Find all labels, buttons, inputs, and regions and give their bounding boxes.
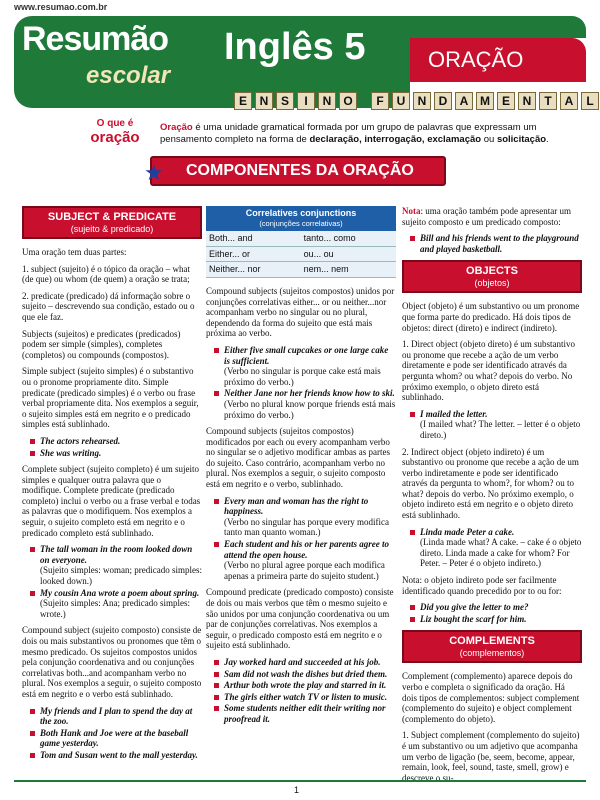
example-list [410,527,582,569]
correlatives-table [206,206,396,278]
example: She was writing. [30,448,202,459]
example-list [410,602,582,624]
example [410,409,582,441]
example-list [30,436,202,458]
site-url: www.resumao.com.br [14,2,108,12]
intro-part: é uma unidade gramatical formada por um grupo de palavras que expressam um pensamento completo na forma de [160,122,537,145]
intro-bold: declaração, interrogação, exclamação [309,134,482,145]
paragraph: 1. subject (sujeito) é o tópico da oração – what (de que) ou whom (de quem) a oração se trata; [22,263,190,285]
section-subtitle: (objetos) [474,278,510,289]
brand-logo [14,16,204,108]
paragraph: Complement (complemento) aparece depois do verbo e completa o significado da oração. Há dois tipos de complementos: subject complement (complemento do sujeito) e object complement (complemento do objeto). [402,671,580,724]
table-row [206,231,396,246]
example [30,544,202,586]
example: The girls either watch TV or listen to music. [214,692,396,703]
level-tile: N [255,92,273,110]
example [30,588,202,620]
paragraph: Compound subjects (sujeitos compostos) modificados por each ou every acompanham verbo no singular se o adjetivo modificar ambas as partes do sujeito. Caso contrário, acompanham verbo no plural. Nos exemplos a seguir, o sujeito composto está em negrito e o verbo, sublinhado. [206,426,390,490]
level-tile: E [497,92,515,110]
level-tile: D [434,92,452,110]
example-note: (Verbo no singular is porque cake está mais próximo do verbo.) [224,366,381,387]
section-title: COMPLEMENTS [449,635,535,648]
example: Did you give the letter to me? [410,602,582,613]
paragraph: Compound subject (sujeito composto) consiste de dois ou mais substantivos ou pronomes que têm o mesmo predicado. Os sujeitos compostos unidos pela conjunção coordenativa and ou conjunções correlativas both...and acompanham verbo no plural. Nos exemplos a seguir, o sujeito composto está em negrito e o verbo está sublinhado. [22,625,202,699]
table-row [206,262,396,278]
column-compound [206,206,396,776]
example-note: (I mailed what? The letter. – letter é o objeto direto.) [420,419,581,440]
page-number: 1 [294,785,300,795]
table-cell: Neither... nor [206,262,301,278]
example: Both Hank and Joe were at the baseball game yesterday. [30,728,202,749]
example-list [30,706,202,761]
example [214,345,396,387]
footer-rule [14,780,586,782]
paragraph: Object (objeto) é um substantivo ou um pronome que forma parte do predicado. Há dois tipos de objetos: direct (direto) e indirect (indireto). [402,301,580,333]
example-text: Linda made Peter a cake. [420,526,515,537]
example-note: (Sujeito simples: woman; predicado simples: looked down.) [40,565,202,587]
example: My friends and I plan to spend the day at the zoo. [30,706,202,727]
intro-end: . [546,134,549,145]
example-list [214,345,396,420]
table-cell: ou... ou [301,246,396,262]
components-banner [144,156,446,186]
table-subtitle: (conjunções correlativas) [259,218,343,228]
note-text: : uma oração também pode apresentar um sujeito composto e um predicado composto: [402,206,571,227]
level-tile: I [297,92,315,110]
example-note: (Linda made what? A cake. – cake é o objeto direto. Linda made a cake for whom? For Peter. – Peter é o objeto indireto.) [420,537,582,569]
level-tile: U [392,92,410,110]
paragraph: 1. Direct object (objeto direto) é um substantivo ou pronome que recebe a ação de um verbo diretamente e pode ser identificado através da pergunta whom? ou what? depois do verbo. No próximo exemplo, o objeto direto está sublinhado. [402,339,575,403]
level-tile: T [539,92,557,110]
example [214,539,396,581]
level-tile: A [560,92,578,110]
example [410,527,582,569]
column-objects-complements [402,206,582,783]
level-tile: S [276,92,294,110]
table-cell: tanto... como [301,231,396,246]
components-title: COMPONENTES DA ORAÇÃO [186,162,414,179]
example [214,388,396,420]
table-title: Correlatives conjunctions [245,208,357,218]
example-text: Each student and his or her parents agree to attend the open house. [224,539,390,560]
section-title: OBJECTS [466,265,518,278]
level-tile: N [413,92,431,110]
example: The actors rehearsed. [30,436,202,447]
example-note: (Verbo no plural know porque friends está mais próximo do verbo.) [224,398,396,420]
paragraph: 2. predicate (predicado) dá informação sobre o sujeito – descrevendo sua condição, estado ou o que ele faz. [22,290,195,322]
example-note: (Sujeito simples: Ana; predicado simples: wrote.) [40,598,190,619]
example-text: My cousin Ana wrote a poem about spring. [40,587,200,598]
column-subject-predicate [22,206,202,776]
topic-panel [410,38,586,82]
topic-title: ORAÇÃO [428,47,524,72]
paragraph: Compound subjects (sujeitos compostos) unidos por conjunções correlativas either... or ou neither...nor acompanham verbo no singular ou no plural, dependendo da forma do sujeito que está mais próxima ao verbo. [206,285,395,339]
level-tiles [234,92,599,110]
topic-strip [410,16,586,38]
level-tile: M [476,92,494,110]
example-text: Either five small cupcakes or one large cake is sufficient. [224,344,389,366]
example [214,496,396,538]
what-is-label [80,118,150,146]
paragraph: Nota: o objeto indireto pode ser facilmente identificado quando precedido por to ou for: [402,575,562,596]
example: Liz bought the scarf for him. [410,614,582,625]
level-tile: N [518,92,536,110]
what-is-q2: oração [90,129,140,146]
example: Bill and his friends went to the playground and played basketball. [410,233,582,254]
paragraph: Simple subject (sujeito simples) é o substantivo ou o pronome propriamente dito. Simple predicate (predicado simples) é o verbo ou frase verbal propriamente dita. Nos exemplos a seguir, o sujeito simples está em negrito e o predicado simples está sublinhado. [22,366,199,430]
example: Sam did not wash the dishes but dried them. [214,669,396,680]
section-subtitle: (sujeito & predicado) [70,224,154,234]
example-list [214,496,396,582]
subject-title: Inglês 5 [224,26,366,68]
brand-main: Resumão [22,20,169,58]
intro-text [160,122,560,146]
section-subtitle: (complementos) [459,648,525,659]
level-tile: E [234,92,252,110]
paragraph: 2. Indirect object (objeto indireto) é um substantivo ou pronome que recebe a ação de um verbo indiretamente e pode ser identificado através da pergunta to whom?, for whom? ou to what? depois do verbo. No próximo exemplo, o objeto indireto está em negrito e o objeto direto está sublinhado. [402,446,579,521]
paragraph: Uma oração tem duas partes: [22,247,127,257]
paragraph: Subjects (sujeitos) e predicates (predicados) podem ser simple (simples), completes (completos) ou compounds (compostos). [22,328,181,360]
intro-term: Oração [160,122,193,133]
table-cell: nem... nem [301,262,396,278]
level-tile: N [318,92,336,110]
example-list [214,657,396,725]
intro-bold2: solicitação [496,134,547,145]
level-gap [360,92,368,110]
example: Tom and Susan went to the mall yesterday. [30,750,202,761]
section-title: SUBJECT & PREDICATE [47,211,177,223]
example-list [30,544,202,619]
table-header [206,206,396,231]
example-note: (Verbo no singular has porque every modifica tanto man quanto woman.) [224,516,389,538]
note [402,206,582,227]
example: Jay worked hard and succeeded at his job. [214,657,396,668]
example-list [410,409,582,441]
example-list [410,233,582,254]
note-label: Nota [402,206,421,216]
what-is-q1: O que é [96,118,134,129]
paragraph: Complete subject (sujeito completo) é um sujeito simples e qualquer outra palavra que o modifique. Complete predicate (predicado completo) inclui o verbo ou a frase verbal e todas as palavras que o modifiquem. Nos exemplos a seguir, o sujeito completo está em negrito e o predicado completo está sublinhado. [22,464,201,538]
intro-part2: ou [481,134,497,145]
star-icon: ★ [144,160,164,185]
section-objects [402,260,582,293]
example-text: The tall woman in the room looked down on everyone. [40,544,193,565]
section-subject-predicate [22,206,202,239]
level-tile: F [371,92,389,110]
example: Some students neither edit their writing nor proofread it. [214,703,396,724]
brand-sub: escolar [86,62,171,89]
example-note: (Verbo no plural agree porque each modifica apenas a primeira parte do sujeito student.) [224,560,385,581]
level-tile: O [339,92,357,110]
paragraph: 1. Subject complement (complemento do sujeito) é um substantivo ou um adjetivo que acompanha um verbo de ligação (be, seem, become, appear, remain, look, feel, sound, taste, smell, grow) e descreve o su- [402,730,580,783]
section-complements [402,630,582,663]
table-cell: Both... and [206,231,301,246]
example-text: I mailed the letter. [420,408,488,419]
example-text: Neither Jane nor her friends know how to ski. [224,388,395,399]
level-tile: L [581,92,599,110]
table-cell: Either... or [206,246,301,262]
example-text: Every man and woman has the right to happiness. [224,495,369,517]
example: Arthur both wrote the play and starred in it. [214,680,396,691]
table-row [206,246,396,262]
header [14,16,594,126]
paragraph: Compound predicate (predicado composto) consiste de dois ou mais verbos que têm o mesmo sujeito e são unidos por uma conjunção coordenativa ou um par de conjunções correlativas. Nos exemplos a seguir, o predicado composto está em negrito e o sujeito está sublinhado. [206,587,394,651]
level-tile: A [455,92,473,110]
